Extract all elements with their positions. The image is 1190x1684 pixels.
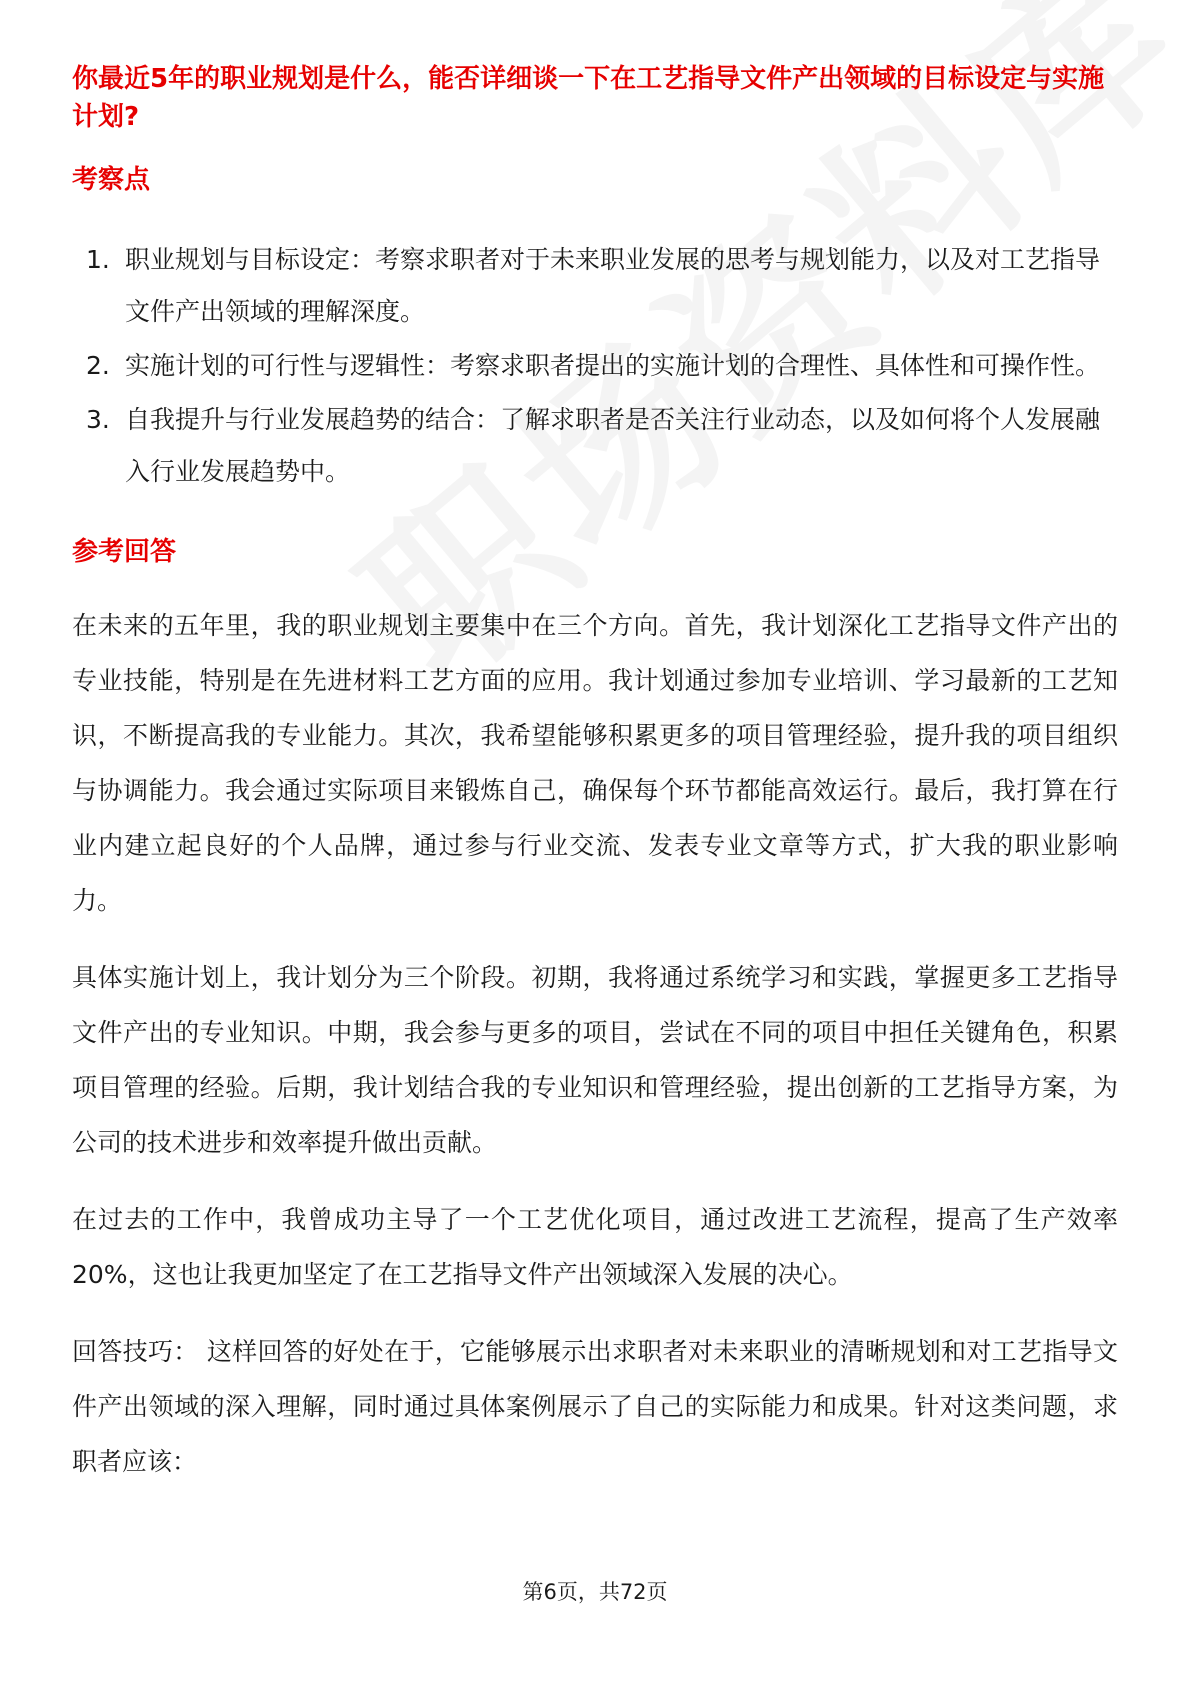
section-title-answer: 参考回答 <box>72 537 177 567</box>
question-heading: 你最近5年的职业规划是什么，能否详细谈一下在工艺指导文件产出领域的目标设定与实施计划? <box>72 64 1105 132</box>
points-list <box>72 234 1118 498</box>
list-item <box>72 234 1118 338</box>
answer-paragraph: 在过去的工作中，我曾成功主导了一个工艺优化项目，通过改进工艺流程，提高了生产效率20%，这也让我更加坚定了在工艺指导文件产出领域深入发展的决心。 <box>72 1205 1118 1289</box>
page-content <box>72 60 1118 1489</box>
list-item-text: 实施计划的可行性与逻辑性：考察求职者提出的实施计划的合理性、具体性和可操作性。 <box>125 351 1101 380</box>
list-item-text: 职业规划与目标设定：考察求职者对于未来职业发展的思考与规划能力，以及对工艺指导文件产出领域的理解深度。 <box>125 245 1101 326</box>
answer-paragraph: 具体实施计划上，我计划分为三个阶段。初期，我将通过系统学习和实践，掌握更多工艺指导文件产出的专业知识。中期，我会参与更多的项目，尝试在不同的项目中担任关键角色，积累项目管理的经验。后期，我计划结合我的专业知识和管理经验，提出创新的工艺指导方案，为公司的技术进步和效率提升做出贡献。 <box>72 963 1118 1157</box>
tips-paragraph: 回答技巧： 这样回答的好处在于，它能够展示出求职者对未来职业的清晰规划和对工艺指导文件产出领域的深入理解，同时通过具体案例展示了自己的实际能力和成果。针对这类问题，求职者应该： <box>72 1337 1118 1476</box>
list-item-number: 2. <box>86 351 110 380</box>
list-item-number: 1. <box>86 245 110 274</box>
answer-paragraph: 在未来的五年里，我的职业规划主要集中在三个方向。首先，我计划深化工艺指导文件产出的专业技能，特别是在先进材料工艺方面的应用。我计划通过参加专业培训、学习最新的工艺知识，不断提高我的专业能力。其次，我希望能够积累更多的项目管理经验，提升我的项目组织与协调能力。我会通过实际项目来锻炼自己，确保每个环节都能高效运行。最后，我打算在行业内建立起良好的个人品牌，通过参与行业交流、发表专业文章等方式，扩大我的职业影响力。 <box>72 611 1118 915</box>
section-title-points: 考察点 <box>72 165 151 195</box>
list-item-text: 自我提升与行业发展趋势的结合：了解求职者是否关注行业动态，以及如何将个人发展融入行业发展趋势中。 <box>125 405 1101 486</box>
list-item-number: 3. <box>86 405 110 434</box>
list-item <box>72 340 1118 392</box>
page-number-footer: 第6页，共72页 <box>522 1580 668 1604</box>
list-item <box>72 394 1118 498</box>
